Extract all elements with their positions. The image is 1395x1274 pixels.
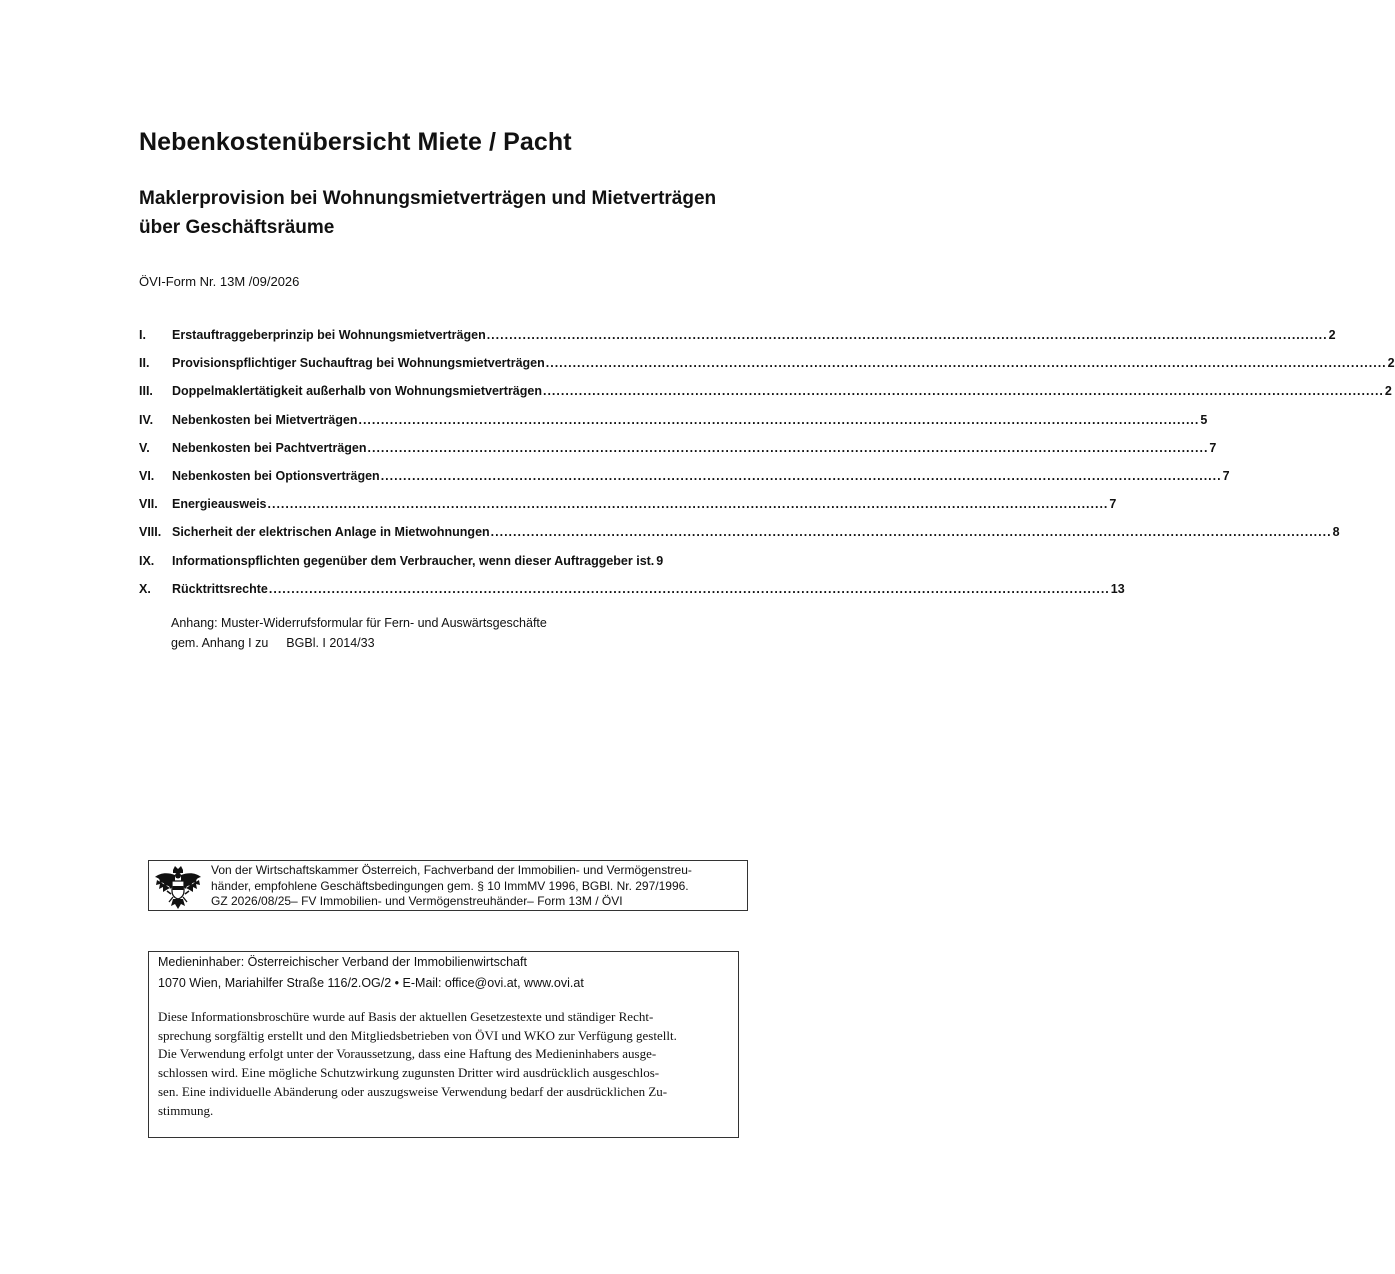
toc-page: 7 [1222,468,1230,483]
toc-number: IX. [139,553,155,568]
toc-page: 9 [656,553,664,568]
toc-entry-9[interactable] [139,553,664,582]
table-of-contents [139,328,1395,610]
page-title: Nebenkostenübersicht Miete / Pacht [139,128,572,156]
toc-page: 2 [1384,384,1392,399]
toc-number: V. [139,440,150,455]
toc-leader [543,384,1384,398]
media-owner-line-1: Medieninhaber: Österreichischer Verband der Immobilienwirtschaft [158,955,527,969]
appendix-reference: gem. Anhang I zu [171,636,269,650]
wko-recommendation-text [211,863,746,910]
disclaimer-line: sprechung sorgfältig erstellt und den Mitgliedsbetrieben von ÖVI und WKO zur Verfügung gestellt. [158,1027,677,1043]
toc-entry-5[interactable] [139,440,1217,469]
toc-entry-6[interactable] [139,468,1230,497]
toc-entry-8[interactable] [139,525,1340,553]
toc-entry-3[interactable] [139,384,1392,412]
media-owner-line-2: 1070 Wien, Mariahilfer Straße 116/2.OG/2 • E-Mail: office@ovi.at, www.ovi.at [158,976,584,990]
toc-page: 13 [1110,581,1125,596]
toc-leader [368,441,1209,455]
toc-entry-2[interactable] [139,356,1395,384]
toc-leader [381,469,1222,483]
toc-number: I. [139,328,146,342]
toc-title: Informationspflichten gegenüber dem Verbraucher, wenn dieser Auftraggeber ist. [172,553,655,568]
toc-number: II. [139,356,150,371]
disclaimer-line: Diese Informationsbroschüre wurde auf Basis der aktuellen Gesetzestexte und ständiger Recht- [158,1009,654,1024]
toc-leader [487,328,1328,342]
toc-number: III. [139,384,153,399]
toc-leader [358,413,1199,427]
media-owner-info [158,952,584,994]
toc-number: VI. [139,468,155,483]
subtitle-line-1: Maklerprovision bei Wohnungsmietverträgen und Mietverträgen [139,188,717,209]
toc-title: Sicherheit der elektrischen Anlage in Mietwohnungen [172,525,490,540]
disclaimer-line: sen. Eine individuelle Abänderung oder auszugsweise Verwendung bedarf der ausdrücklichen Zu- [158,1083,668,1099]
austrian-eagle-icon [153,864,203,910]
toc-title: Provisionspflichtiger Suchauftrag bei Wohnungsmietverträgen [172,356,545,371]
appendix-note [171,613,547,653]
toc-title: Nebenkosten bei Optionsverträgen [172,468,380,483]
toc-page: 2 [1387,356,1395,371]
media-owner-box [148,951,739,1138]
wko-line-3: GZ 2026/08/25– FV Immobilien- und Vermögenstreuhänder– Form 13M / ÖVI [211,894,623,908]
toc-title: Nebenkosten bei Pachtverträgen [172,440,367,455]
toc-title: Nebenkosten bei Mietverträgen [172,412,358,427]
appendix-law-reference: BGBl. I 2014/33 [286,636,375,650]
form-number: ÖVI-Form Nr. 13M /09/2026 [139,274,300,289]
toc-entry-7[interactable] [139,497,1117,525]
toc-page: 7 [1209,440,1217,455]
toc-entry-1[interactable] [139,328,1336,356]
appendix-line-1: Anhang: Muster-Widerrufsformular für Fern- und Auswärtsgeschäfte [171,616,547,630]
appendix-line-2 [171,633,547,653]
toc-entry-4[interactable] [139,412,1208,441]
toc-page: 5 [1200,412,1208,427]
toc-title: Erstauftraggeberprinzip bei Wohnungsmietverträgen [172,328,486,342]
toc-leader [268,497,1109,511]
toc-title: Rücktrittsrechte [172,581,268,596]
page-subtitle [139,184,779,242]
wko-recommendation-box [148,860,748,911]
toc-page: 2 [1328,328,1336,342]
toc-title: Energieausweis [172,497,267,512]
disclaimer-line: stimmung. [158,1102,214,1118]
toc-page: 7 [1109,497,1117,512]
toc-page: 8 [1332,525,1340,540]
toc-title: Doppelmaklertätigkeit außerhalb von Wohnungsmietverträgen [172,384,542,399]
disclaimer-text [158,1008,730,1120]
disclaimer-line: Die Verwendung erfolgt unter der Voraussetzung, dass eine Haftung des Medieninhabers ausge- [158,1046,657,1062]
toc-leader [546,356,1387,370]
toc-number: IV. [139,412,154,427]
disclaimer-line: schlossen wird. Eine mögliche Schutzwirkung zugunsten Dritter wird ausdrücklich ausgeschlos- [158,1065,660,1081]
toc-number: VIII. [139,525,162,540]
toc-number: VII. [139,497,158,512]
wko-line-1: Von der Wirtschaftskammer Österreich, Fachverband der Immobilien- und Vermögenstreu- [211,863,692,877]
subtitle-line-2: über Geschäftsräume [139,217,335,238]
wko-line-2: händer, empfohlene Geschäftsbedingungen gem. § 10 ImmMV 1996, BGBl. Nr. 297/1996. [211,878,689,893]
toc-leader [269,582,1110,596]
toc-number: X. [139,581,151,596]
toc-leader [491,525,1332,539]
toc-entry-10[interactable] [139,581,1125,610]
